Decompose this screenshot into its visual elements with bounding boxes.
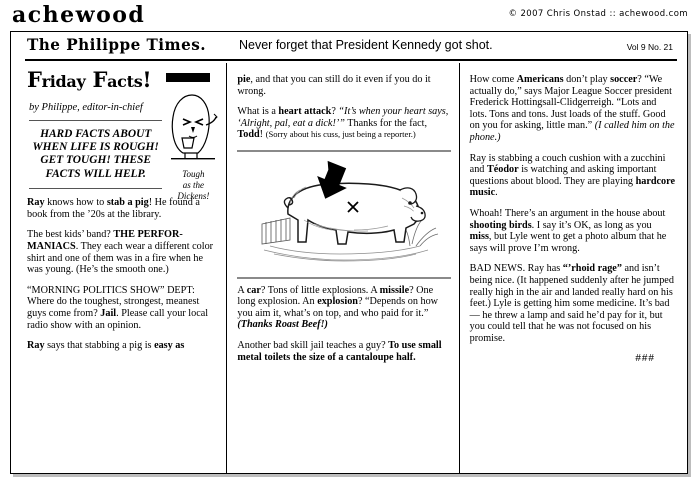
story-text-run: car bbox=[246, 284, 261, 296]
story-text-run: A bbox=[237, 284, 247, 296]
story-text-run: ? Tons of little explosions. A bbox=[260, 284, 380, 296]
story-text-run: Thanks for the fact, bbox=[344, 117, 428, 129]
volume-number: Vol 9 No. 21 bbox=[626, 42, 673, 52]
ff-f2: F bbox=[85, 67, 108, 92]
ff-f1: F bbox=[27, 67, 42, 92]
pig-figure bbox=[237, 158, 450, 274]
story-text-run: . I say it’s OK, as long as you bbox=[531, 219, 652, 231]
byline-rule bbox=[29, 120, 162, 121]
story-text-run: BAD NEWS. Ray has bbox=[469, 263, 563, 275]
slogan: Never forget that President Kennedy got shot. bbox=[239, 38, 493, 52]
story-text-run: Téodor bbox=[486, 164, 519, 176]
story-text-run: . bbox=[495, 187, 498, 199]
story-text-run: heart attack bbox=[278, 106, 332, 118]
story-morning-politics-show bbox=[27, 285, 218, 331]
story-text-run: and isn’t being nice. (It happened suddenly after he jumped really high in the air and landed really hard on his feet.) Lyle is getting him some medicine. It’s bad — he threw a lamp and said he’d pay for it, but you could tell that he was not focused on his promise. bbox=[469, 263, 674, 344]
story-text-run: ? bbox=[331, 106, 339, 118]
story-text-run: . They each wear a different color shirt and one of them was in a fire when he was young. (He’s the smooth one.) bbox=[27, 241, 214, 276]
story-car-missile-explosion bbox=[237, 285, 450, 331]
story-text-run: . Please call your local radio show with an opinion. bbox=[27, 307, 209, 331]
pig-eye bbox=[408, 201, 412, 205]
story-text-run: Whoah! There’s an argument in the house about bbox=[469, 207, 666, 219]
achewood-logo[interactable]: achewood bbox=[12, 2, 146, 28]
pig-nostril bbox=[421, 212, 424, 215]
story-text-run: ? “We actually do,” says Major League Soccer president Frederick Hottingsall-Clidgerreigh. “Lots and lots. Tons and tons. Just loads of the stuff. Good on you for asking, little man.” bbox=[469, 74, 672, 132]
story-shooting-birds bbox=[470, 208, 675, 254]
philippe-illustration-block bbox=[164, 89, 222, 202]
redaction-bar bbox=[166, 73, 210, 82]
story-text-run: To use small metal toilets the size of a cantaloupe half. bbox=[237, 339, 442, 363]
story-text-run: miss bbox=[469, 231, 489, 243]
story-text-run: Americans bbox=[516, 74, 564, 85]
story-text-run: stab a pig bbox=[106, 197, 149, 209]
story-easy-as-pie-cont bbox=[237, 74, 450, 97]
story-bad-news-rhoid-rage bbox=[470, 263, 675, 344]
column-2 bbox=[226, 63, 458, 473]
pig-body bbox=[288, 183, 419, 244]
story-text-run: ! bbox=[259, 129, 266, 141]
story-text-run: ? “Depends on how you aim it, what’s on top, and who paid for it.” bbox=[237, 296, 439, 319]
story-text-run: hardcore music bbox=[469, 175, 675, 199]
fence bbox=[262, 218, 290, 244]
top-bar bbox=[0, 0, 700, 30]
story-text-run: knows how to bbox=[44, 197, 107, 209]
ff-bang: ! bbox=[142, 67, 152, 92]
story-text-run: (Sorry about his cuss, just being a reporter.) bbox=[265, 129, 416, 140]
story-text-run: (Thanks Roast Beef!) bbox=[237, 319, 328, 331]
paper-title: The Philippe Times. bbox=[27, 35, 207, 54]
story-text-run: (I called him on the phone.) bbox=[469, 120, 675, 143]
story-text-run: , but Lyle went to get a photo album that he says will prove I’m wrong. bbox=[469, 231, 667, 254]
ff-riday: riday bbox=[41, 72, 86, 91]
story-text-run: Ray bbox=[27, 340, 45, 352]
column-2-stories-bottom bbox=[237, 285, 450, 364]
story-text-run: pie bbox=[237, 74, 251, 85]
story-text-run: “It’s when your heart says, ‘Alright, pal, eat a dick!’” bbox=[237, 106, 449, 129]
story-text-run: Another bad skill jail teaches a guy? bbox=[237, 339, 389, 351]
story-text-run: “MORNING POLITICS SHOW” DEPT: Where do the toughest, strongest, meanest guys come from? bbox=[27, 284, 200, 319]
nameplate-rule bbox=[25, 59, 677, 61]
ground-line bbox=[171, 158, 215, 159]
story-text-run: says that stabbing a pig is bbox=[44, 340, 155, 352]
story-text-run: ? One long explosion. An bbox=[237, 284, 434, 308]
story-text-run: What is a bbox=[237, 106, 279, 118]
ff-acts: acts bbox=[107, 72, 143, 91]
story-heart-attack bbox=[237, 106, 450, 141]
columns bbox=[11, 63, 687, 473]
story-jail-toilets bbox=[237, 340, 450, 363]
story-text-run: “’rhoid rage” bbox=[562, 263, 622, 275]
story-easy-as-pie-start bbox=[27, 340, 218, 352]
column-2-stories-top bbox=[237, 74, 450, 141]
pig-engraving-icon bbox=[244, 158, 444, 270]
philippe-character-icon bbox=[165, 89, 221, 163]
nameplate bbox=[11, 32, 687, 59]
figure-top-rule bbox=[237, 150, 450, 152]
newspaper-panel bbox=[10, 31, 688, 474]
story-text-run: shooting birds bbox=[469, 219, 532, 231]
figure-bottom-rule bbox=[237, 277, 450, 279]
column-3 bbox=[459, 63, 687, 473]
story-text-run: missile bbox=[379, 284, 410, 296]
pull-quote: HARD FACTS ABOUT WHEN LIFE IS ROUGH! GET TOUGH! THESE FACTS WILL HELP. bbox=[32, 127, 159, 180]
story-text-run: The best kids’ band? bbox=[27, 229, 114, 241]
pull-quote-rule bbox=[29, 188, 162, 189]
column-1-stories bbox=[27, 197, 218, 352]
philippe-caption-line-2: as the bbox=[182, 179, 204, 190]
story-text-run: soccer bbox=[610, 74, 638, 85]
column-1 bbox=[11, 63, 226, 473]
ground-hatching bbox=[264, 246, 428, 261]
copyright-notice: © 2007 Chris Onstad :: achewood.com bbox=[508, 9, 688, 19]
philippe-caption-line-3: Dickens! bbox=[177, 190, 210, 201]
story-performaniacs bbox=[27, 229, 218, 275]
column-3-stories bbox=[470, 74, 675, 344]
story-text-run: How come bbox=[469, 74, 517, 85]
story-text-run: explosion bbox=[317, 296, 358, 308]
story-soccer bbox=[470, 74, 675, 144]
philippe-caption-line-1: Tough bbox=[182, 168, 205, 179]
story-text-run: easy as bbox=[154, 340, 185, 352]
story-text-run: don’t play bbox=[563, 74, 611, 85]
byline: by Philippe, editor-in-chief bbox=[29, 102, 143, 113]
story-hardcore-music bbox=[470, 153, 675, 199]
story-text-run: Todd bbox=[237, 129, 260, 141]
story-text-run: , and that you can still do it even if you do it wrong. bbox=[237, 74, 431, 97]
philippe-caption bbox=[164, 169, 222, 202]
story-text-run: Ray bbox=[27, 197, 45, 209]
story-text-run: is watching and asking important questions about blood. They are playing bbox=[469, 164, 657, 187]
story-text-run: ! He found a book from the ’20s at the library. bbox=[27, 197, 200, 220]
story-text-run: Ray is stabbing a couch cushion with a zucchini and bbox=[469, 152, 666, 176]
story-text-run: Jail bbox=[100, 307, 117, 319]
story-text-run: THE PERFOR-MANIACS bbox=[27, 229, 183, 252]
end-mark: ### bbox=[635, 353, 655, 365]
